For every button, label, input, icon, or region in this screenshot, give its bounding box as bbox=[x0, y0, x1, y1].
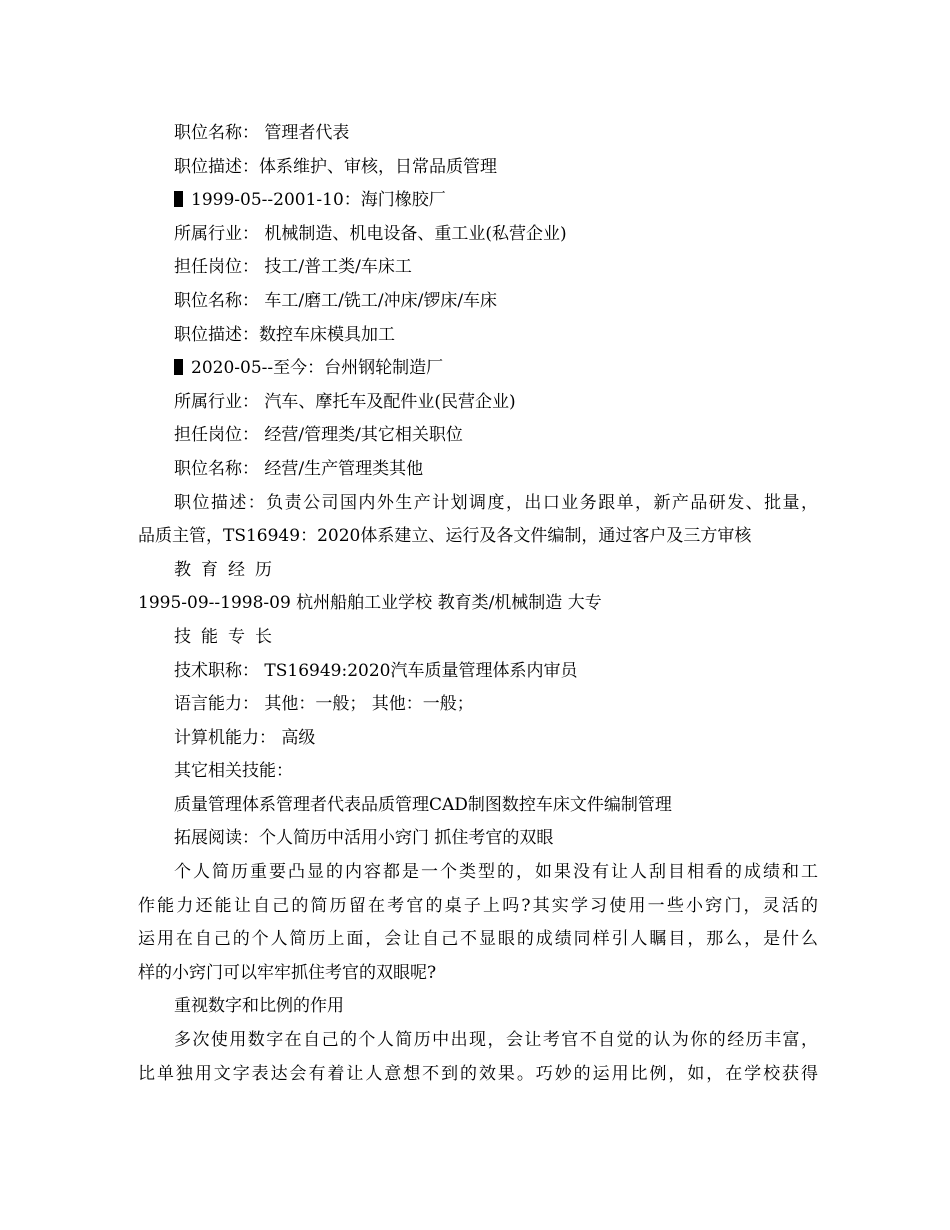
text-line: 计算机能力： 高级 bbox=[174, 727, 316, 748]
resume-text-body bbox=[138, 117, 818, 1091]
section-heading-education: 教育经历 bbox=[174, 559, 282, 580]
paragraph-line: 作能力还能让自己的简历留在考官的桌子上吗?其实学习使用一些小窍门，灵活的 bbox=[138, 895, 818, 916]
paragraph-line: 运用在自己的个人简历上面，会让自己不显眼的成绩同样引人瞩目，那么，是什么 bbox=[138, 929, 818, 950]
section-heading-skills: 技能专长 bbox=[174, 626, 282, 647]
text-line: 职位描述：体系维护、审核，日常品质管理 bbox=[174, 156, 497, 177]
paragraph-line: 比单独用文字表达会有着让人意想不到的效果。巧妙的运用比例，如，在学校获得 bbox=[138, 1063, 818, 1084]
text-line: 职位名称： 车工/磨工/铣工/冲床/锣床/车床 bbox=[174, 290, 498, 311]
text-line: 职位名称： 经营/生产管理类其他 bbox=[174, 458, 424, 479]
work-entry-header bbox=[138, 352, 818, 386]
text-line: 所属行业： 机械制造、机电设备、重工业(私营企业) bbox=[174, 223, 567, 244]
extended-reading-title: 拓展阅读：个人简历中活用小窍门 抓住考官的双眼 bbox=[174, 828, 554, 849]
block-marker-icon bbox=[174, 359, 183, 375]
text-line: 技术职称： TS16949:2020汽车质量管理体系内审员 bbox=[174, 660, 578, 681]
paragraph-line: 个人简历重要凸显的内容都是一个类型的，如果没有让人刮目相看的成绩和工 bbox=[174, 862, 818, 883]
text-line: 品质主管，TS16949：2020体系建立、运行及各文件编制，通过客户及三方审核 bbox=[138, 526, 752, 547]
paragraph-line: 多次使用数字在自己的个人简历中出现，会让考官不自觉的认为你的经历丰富， bbox=[174, 1030, 818, 1051]
text-line: 质量管理体系管理者代表品质管理CAD制图数控车床文件编制管理 bbox=[174, 794, 672, 815]
text-line: 担任岗位： 技工/普工类/车床工 bbox=[174, 257, 412, 278]
text-line: 所属行业： 汽车、摩托车及配件业(民营企业) bbox=[174, 391, 516, 412]
text-line: 职位描述：负责公司国内外生产计划调度，出口业务跟单，新产品研发、批量， bbox=[174, 492, 818, 513]
text-line: 语言能力： 其他：一般； 其他：一般； bbox=[174, 694, 474, 715]
subheading: 重视数字和比例的作用 bbox=[174, 996, 344, 1017]
paragraph-line: 样的小窍门可以牢牢抓住考官的双眼呢? bbox=[138, 962, 437, 983]
text-line: 其它相关技能： bbox=[174, 761, 293, 782]
text-line: 担任岗位： 经营/管理类/其它相关职位 bbox=[174, 425, 463, 446]
education-entry: 1995-09--1998-09 杭州船舶工业学校 教育类/机械制造 大专 bbox=[138, 593, 602, 614]
block-marker-icon bbox=[174, 191, 183, 207]
work-entry-title: 1999-05--2001-10：海门橡胶厂 bbox=[191, 190, 446, 211]
work-entry-title: 2020-05--至今：台州钢轮制造厂 bbox=[191, 358, 444, 379]
work-entry-header bbox=[138, 184, 818, 218]
text-line: 职位名称： 管理者代表 bbox=[174, 123, 350, 143]
text-line: 职位描述：数控车床模具加工 bbox=[174, 324, 395, 345]
